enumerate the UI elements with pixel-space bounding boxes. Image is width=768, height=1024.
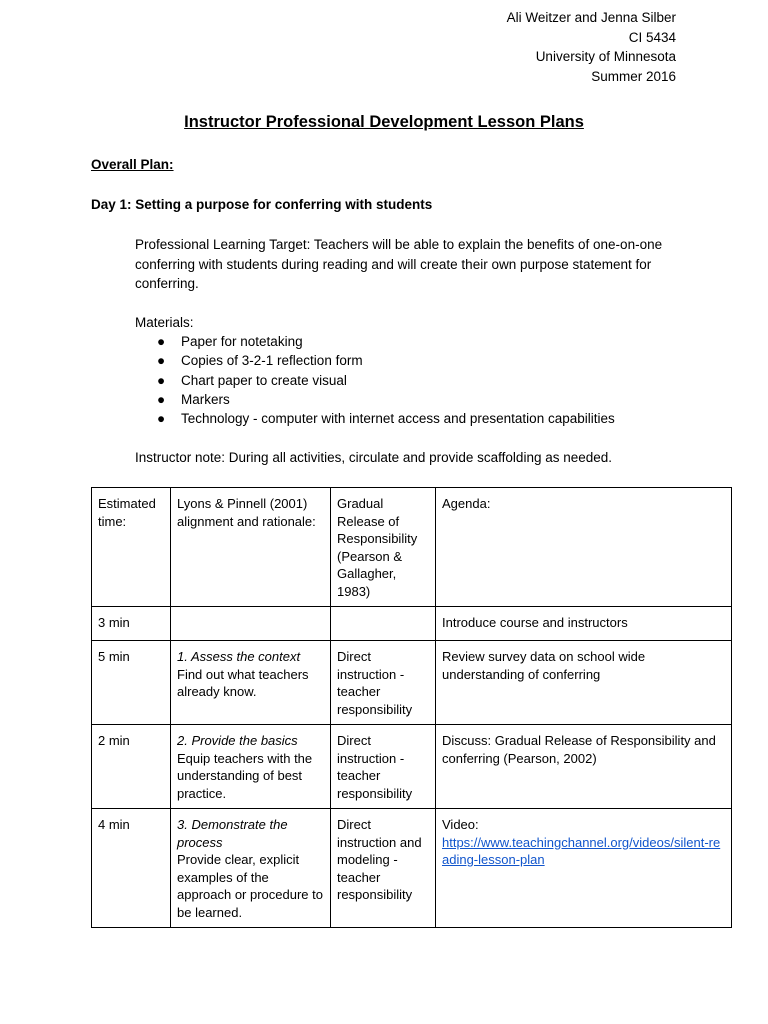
term: Summer 2016	[591, 68, 676, 84]
list-item: ● Copies of 3-2-1 reflection form	[135, 351, 615, 370]
list-item: ● Markers	[135, 390, 615, 409]
bullet-icon: ●	[157, 372, 166, 388]
header-gradual-release: Gradual Release of Responsibility (Pearson & Gallagher, 1983)	[331, 488, 436, 607]
video-link[interactable]: https://www.teachingchannel.org/videos/silent-reading-lesson-plan	[442, 834, 721, 867]
cell-time: 2 min	[92, 725, 171, 809]
cell-release: Direct instruction - teacher responsibility	[331, 725, 436, 809]
cell-agenda	[436, 809, 732, 928]
table-row	[92, 809, 732, 928]
list-item: ● Technology - computer with internet access and presentation capabilities	[135, 409, 615, 428]
university: University of Minnesota	[535, 49, 676, 64]
header-estimated-time: Estimated time:	[92, 488, 171, 607]
table-header-row	[92, 488, 732, 607]
cell-time: 4 min	[92, 809, 171, 928]
learning-target: Professional Learning Target: Teachers will be able to explain the benefits of one-on-one conferring with students during reading and will create their own purpose statement for conferring.	[135, 237, 663, 291]
instructor-note: Instructor note: During all activities, circulate and provide scaffolding as needed.	[135, 450, 613, 465]
cell-time: 5 min	[92, 641, 171, 725]
cell-time: 3 min	[92, 607, 171, 641]
cell-release: Direct instruction and modeling - teacher responsibility	[331, 809, 436, 928]
document-header	[507, 8, 676, 86]
cell-release	[331, 607, 436, 641]
overall-plan-label: Overall Plan:	[91, 157, 174, 172]
materials-label: Materials:	[135, 315, 194, 330]
cell-agenda: Introduce course and instructors	[436, 607, 732, 641]
agenda-video-label: Video:	[442, 817, 479, 832]
table-row	[92, 607, 732, 641]
bullet-icon: ●	[157, 411, 166, 427]
cell-alignment: 1. Assess the context Find out what teachers already know.	[171, 641, 331, 725]
cell-alignment: 3. Demonstrate the process Provide clear, explicit examples of the approach or procedure to be learned.	[171, 809, 331, 928]
lesson-plan-table	[91, 487, 732, 928]
day1-heading: Day 1: Setting a purpose for conferring with students	[91, 197, 433, 212]
header-alignment: Lyons & Pinnell (2001) alignment and rationale:	[171, 488, 331, 607]
bullet-icon: ●	[157, 391, 166, 407]
table-row	[92, 725, 732, 809]
list-item: ● Chart paper to create visual	[135, 371, 615, 390]
course-code: CI 5434	[628, 29, 676, 45]
cell-release: Direct instruction - teacher responsibility	[331, 641, 436, 725]
document-title: Instructor Professional Development Lesson Plans	[184, 113, 584, 131]
materials-list	[135, 332, 615, 428]
authors: Ali Weitzer and Jenna Silber	[506, 10, 676, 25]
bullet-icon: ●	[157, 353, 166, 369]
table-row	[92, 641, 732, 725]
cell-alignment	[171, 607, 331, 641]
cell-agenda: Discuss: Gradual Release of Responsibility and conferring (Pearson, 2002)	[436, 725, 732, 809]
cell-alignment: 2. Provide the basics Equip teachers with the understanding of best practice.	[171, 725, 331, 809]
bullet-icon: ●	[157, 334, 166, 349]
header-agenda: Agenda:	[436, 488, 732, 607]
cell-agenda: Review survey data on school wide understanding of conferring	[436, 641, 732, 725]
list-item: ● Paper for notetaking	[135, 332, 615, 351]
